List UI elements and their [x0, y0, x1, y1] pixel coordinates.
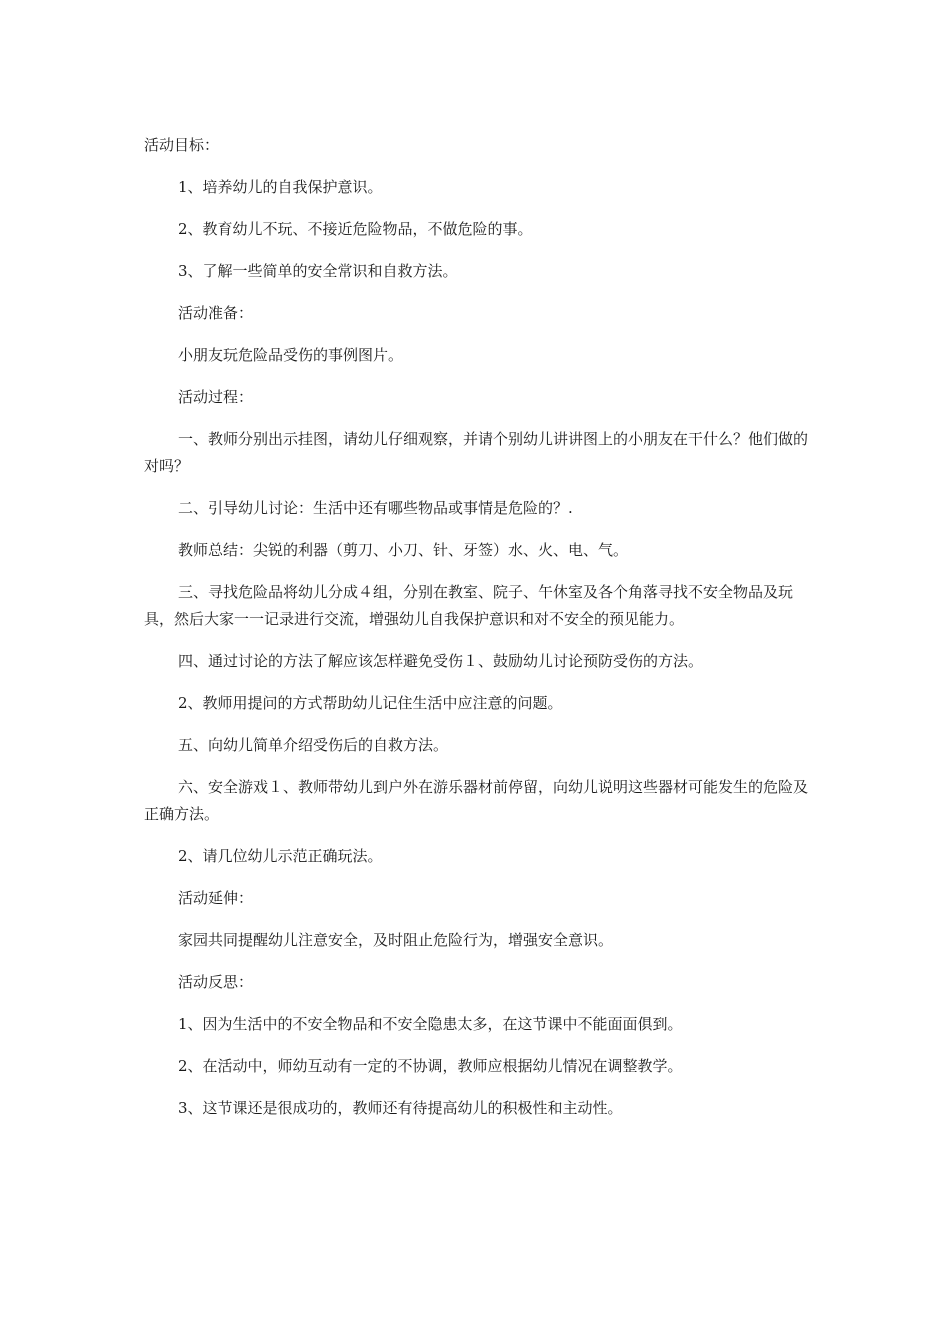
heading-activity-process: 活动过程： [178, 388, 254, 406]
teacher-summary: 教师总结：尖锐的利器（剪刀、小刀、针、牙签）水、火、电、气。 [178, 541, 629, 559]
process-step-3: 三、寻找危险品将幼儿分成４组，分别在教室、院子、午休室及各个角落寻找不安全物品及玩具，然后大家一一记录进行交流，增强幼儿自我保护意识和对不安全的预见能力。 [144, 583, 794, 628]
process-step-1: 一、教师分别出示挂图，请幼儿仔细观察，并请个别幼儿讲讲图上的小朋友在干什么？他们做的对吗？ [144, 430, 809, 475]
heading-activity-reflection: 活动反思： [178, 973, 254, 991]
document-body [144, 132, 814, 1137]
goal-item-2: 2、教育幼儿不玩、不接近危险物品，不做危险的事。 [178, 220, 533, 238]
process-step-6-sub-2: 2、请几位幼儿示范正确玩法。 [178, 847, 383, 865]
process-step-5: 五、向幼儿简单介绍受伤后的自救方法。 [178, 736, 449, 754]
reflection-item-3: 3、这节课还是很成功的，教师还有待提高幼儿的积极性和主动性。 [178, 1099, 623, 1117]
process-step-6: 六、安全游戏１、教师带幼儿到户外在游乐器材前停留，向幼儿说明这些器材可能发生的危险及正确方法。 [144, 778, 809, 823]
heading-activity-goals: 活动目标： [144, 136, 220, 154]
heading-activity-extension: 活动延伸： [178, 889, 254, 907]
process-step-2: 二、引导幼儿讨论：生活中还有哪些物品或事情是危险的？. [178, 499, 573, 517]
goal-item-1: 1、培养幼儿的自我保护意识。 [178, 178, 383, 196]
preparation-text: 小朋友玩危险品受伤的事例图片。 [178, 346, 404, 364]
process-step-4-sub-2: 2、教师用提问的方式帮助幼儿记住生活中应注意的问题。 [178, 694, 563, 712]
reflection-item-2: 2、在活动中，师幼互动有一定的不协调，教师应根据幼儿情况在调整教学。 [178, 1057, 683, 1075]
reflection-item-1: 1、因为生活中的不安全物品和不安全隐患太多，在这节课中不能面面俱到。 [178, 1015, 683, 1033]
heading-activity-preparation: 活动准备： [178, 304, 254, 322]
extension-text: 家园共同提醒幼儿注意安全，及时阻止危险行为，增强安全意识。 [178, 931, 614, 949]
goal-item-3: 3、了解一些简单的安全常识和自救方法。 [178, 262, 458, 280]
process-step-4: 四、通过讨论的方法了解应该怎样避免受伤１、鼓励幼儿讨论预防受伤的方法。 [178, 652, 704, 670]
